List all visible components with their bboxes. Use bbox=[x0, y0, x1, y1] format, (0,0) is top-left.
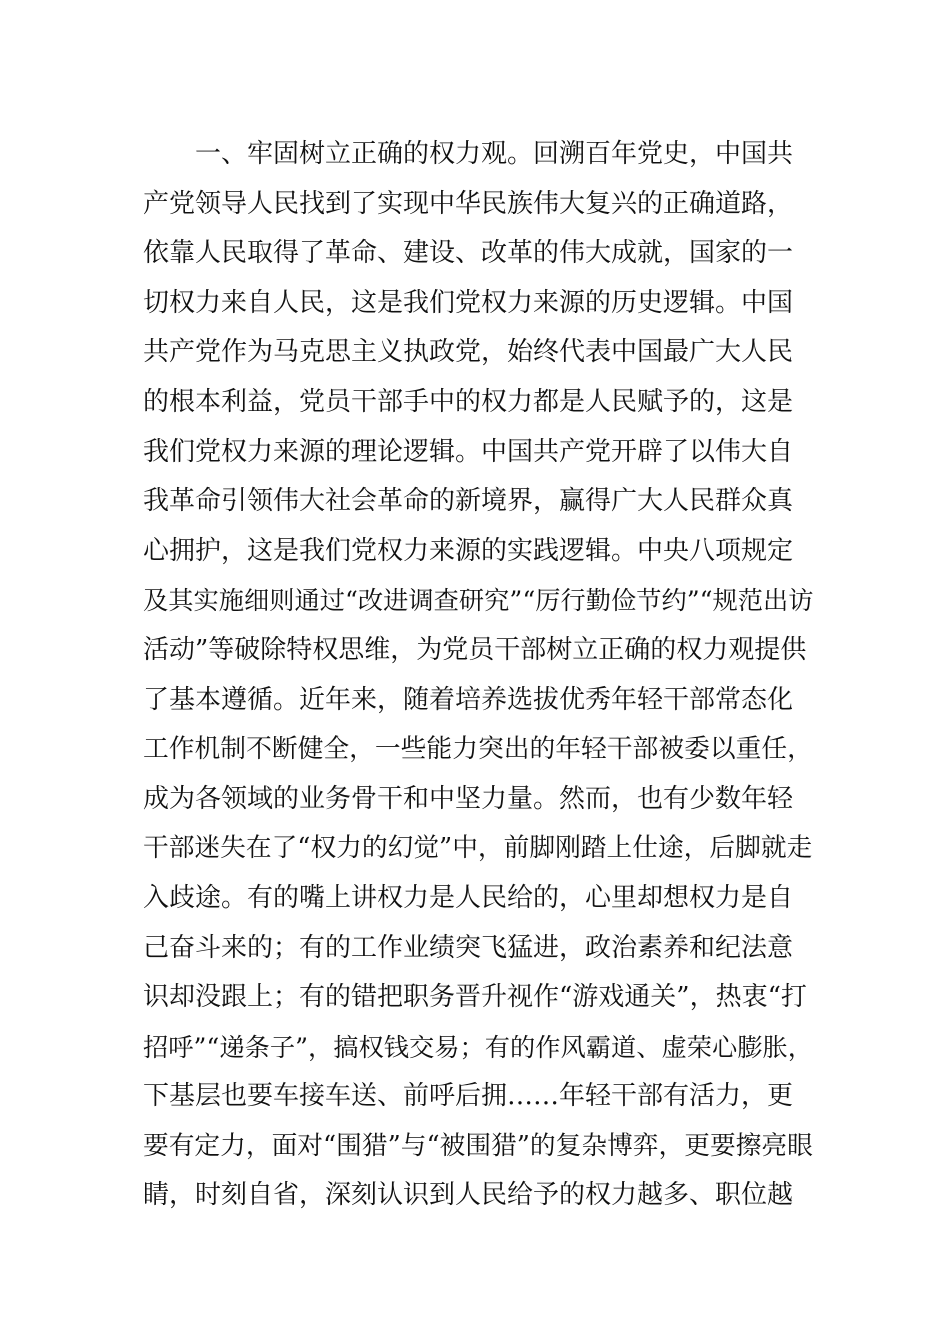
text-line: 己奋斗来的；有的工作业绩突飞猛进，政治素养和纪法意 bbox=[143, 932, 794, 963]
body-paragraph bbox=[143, 130, 813, 1221]
text-line: 一、牢固树立正确的权力观。回溯百年党史，中国共 bbox=[195, 139, 794, 169]
text-line: 活动”等破除特权思维，为党员干部树立正确的权力观提供 bbox=[143, 634, 807, 665]
text-line: 心拥护，这是我们党权力来源的实践逻辑。中央八项规定 bbox=[143, 535, 794, 566]
text-line: 共产党作为马克思主义执政党，始终代表中国最广大人民 bbox=[143, 337, 794, 368]
text-line: 下基层也要车接车送、前呼后拥……年轻干部有活力，更 bbox=[143, 1081, 794, 1112]
text-line: 工作机制不断健全，一些能力突出的年轻干部被委以重任， bbox=[143, 734, 813, 765]
text-line: 招呼”“递条子”，搞权钱交易；有的作风霸道、虚荣心膨胀， bbox=[143, 1032, 813, 1062]
text-line: 睛，时刻自省，深刻认识到人民给予的权力越多、职位越 bbox=[143, 1180, 794, 1211]
text-line: 产党领导人民找到了实现中华民族伟大复兴的正确道路， bbox=[143, 188, 794, 219]
text-line: 入歧途。有的嘴上讲权力是人民给的，心里却想权力是自 bbox=[143, 882, 794, 913]
text-line: 我革命引领伟大社会革命的新境界，赢得广大人民群众真 bbox=[143, 486, 794, 517]
text-line: 的根本利益，党员干部手中的权力都是人民赋予的，这是 bbox=[143, 386, 794, 417]
text-line: 依靠人民取得了革命、建设、改革的伟大成就，国家的一 bbox=[143, 238, 794, 269]
text-line: 切权力来自人民，这是我们党权力来源的历史逻辑。中国 bbox=[143, 287, 794, 318]
text-line: 了基本遵循。近年来，随着培养选拔优秀年轻干部常态化 bbox=[143, 684, 794, 715]
text-line: 我们党权力来源的理论逻辑。中国共产党开辟了以伟大自 bbox=[143, 436, 794, 467]
text-line: 要有定力，面对“围猎”与“被围猎”的复杂博弈，更要擦亮眼 bbox=[143, 1130, 813, 1161]
text-line: 成为各领域的业务骨干和中坚力量。然而，也有少数年轻 bbox=[143, 783, 794, 814]
text-line: 识却没跟上；有的错把职务晋升视作“游戏通关”，热衷“打 bbox=[143, 982, 807, 1013]
text-line: 及其实施细则通过“改进调查研究”“厉行勤俭节约”“规范出访 bbox=[143, 586, 814, 616]
text-line: 干部迷失在了“权力的幻觉”中，前脚刚踏上仕途，后脚就走 bbox=[143, 833, 813, 864]
